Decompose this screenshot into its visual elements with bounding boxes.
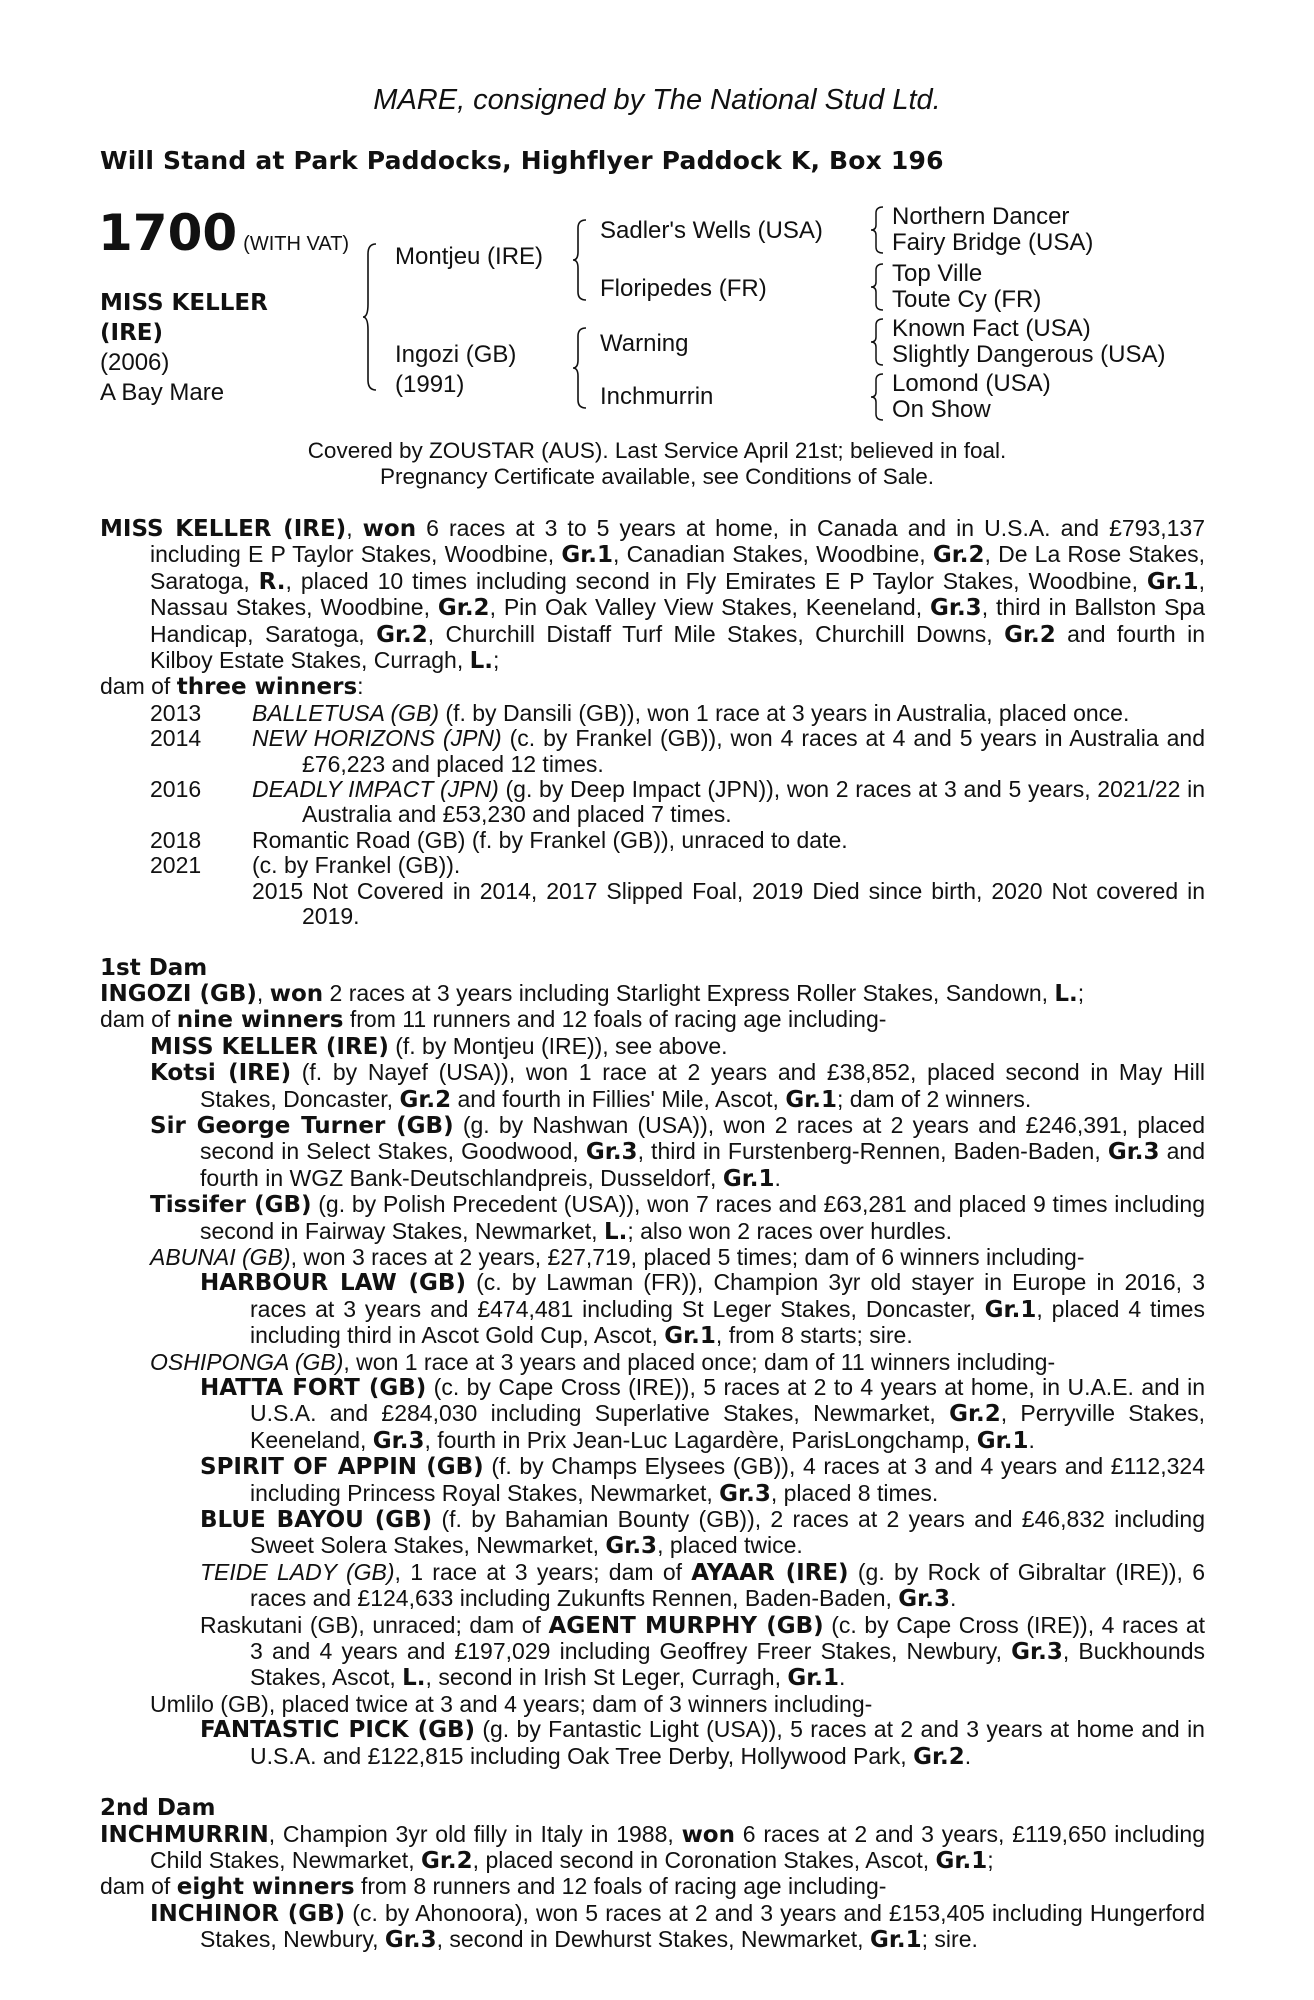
text-run: , second in Irish St Leger, Curragh, [425, 1664, 788, 1691]
text-run: OSHIPONGA (GB) [150, 1348, 344, 1375]
text-run: SPIRIT OF APPIN (GB) [200, 1454, 484, 1481]
text-run: , third in Ballston Spa Handicap, Saratoga, [150, 594, 1205, 647]
text-run: eight winners [176, 1874, 355, 1901]
text-run: HATTA FORT (GB) [200, 1375, 427, 1401]
text-run: (f. by Dansili (GB)), won 1 race at 3 years in Australia, placed once. [439, 699, 1130, 726]
text-run: . [1028, 1426, 1035, 1453]
text-run: : [357, 673, 364, 700]
text-run: Gr.1 [935, 1847, 988, 1874]
text-run: NEW HORIZONS (JPN) [252, 725, 502, 752]
text-run: , Canadian Stakes, Woodbine, [613, 541, 933, 568]
text-run: Gr.3 [605, 1533, 658, 1560]
text-run: ; [987, 1846, 994, 1873]
text-run: ; also won 2 races over hurdles. [627, 1217, 953, 1244]
text-run: . [964, 1742, 972, 1769]
pedigree-brace-ds [870, 317, 886, 367]
text-run: dam of [100, 673, 177, 700]
text-run: (f. by Bahamian Bounty (GB)), 2 races at 2 years and £46,832 including Sweet Solera Stakes, Newmarket, [250, 1506, 1206, 1559]
text-run: dam of [100, 1006, 177, 1033]
pedigree-sire-dam: Floripedes (FR) [600, 275, 767, 302]
produce-entry [100, 1113, 1205, 1192]
text-run: , Buckhounds Stakes, Ascot, [250, 1638, 1206, 1691]
foal-year: 2021 [150, 852, 202, 879]
text-run: Gr.1 [785, 1086, 838, 1113]
text-run: DEADLY IMPACT (JPN) [252, 776, 499, 803]
stabling-line: Will Stand at Park Paddocks, Highflyer Paddock K, Box 196 [100, 146, 944, 175]
produce-entry [100, 1350, 1205, 1375]
text-run: R. [258, 568, 286, 595]
text-run: 6 races at 2 and 3 years, £119,650 including Child Stakes, Newmarket, [150, 1820, 1205, 1873]
text-run: Gr.1 [664, 1323, 716, 1350]
horse-origin: (IRE) [100, 320, 164, 346]
text-run: ; [493, 647, 500, 674]
pregnancy-line: Pregnancy Certificate available, see Conditions of Sale. [379, 464, 935, 489]
foal-year: 2016 [150, 776, 202, 803]
text-run: Raskutani (GB), unraced; dam of [200, 1611, 549, 1638]
grandproduce-entry [100, 1717, 1205, 1770]
pedigree-dam-year: (1991) [395, 371, 465, 398]
grandproduce-entry [100, 1375, 1205, 1454]
text-run: (c. by Cape Cross (IRE)), 4 races at 3 and 4 years and £197,029 including Geoffrey Freer Stakes, Newbury, [250, 1611, 1205, 1665]
produce-entry [100, 1901, 1205, 1954]
grandproduce-entry [100, 1560, 1205, 1613]
text-run: , 1 race at 3 years; dam of [394, 1558, 692, 1585]
text-run: MISS KELLER (IRE) [100, 516, 347, 542]
text-run: Gr.2 [913, 1743, 965, 1770]
catalogue-body [100, 516, 1205, 1954]
grandproduce-entry [100, 1613, 1205, 1692]
text-run: , Perryville Stakes, Keeneland, [250, 1400, 1205, 1453]
second-dam-heading: 2nd Dam [100, 1795, 216, 1822]
text-run: , third in Furstenberg-Rennen, Baden-Baden, [637, 1138, 1108, 1165]
text-run: Gr.2 [420, 1847, 473, 1874]
pedigree-brace-dam [572, 326, 590, 410]
lot-number: 1700 [98, 204, 238, 262]
text-run: AGENT MURPHY (GB) [548, 1612, 824, 1639]
pedigree-sire-sire: Sadler's Wells (USA) [600, 217, 823, 244]
text-run: 6 races at 3 to 5 years at home, in Canada and in U.S.A. and £793,137 including E P Taylor Stakes, Woodbine, [150, 515, 1206, 568]
horse-summary [100, 516, 1205, 674]
produce-entry [100, 1245, 1205, 1270]
text-run: ; sire. [921, 1926, 978, 1953]
text-run: (g. by Fantastic Light (USA)), 5 races at 2 and 3 years at home and in U.S.A. and £122,815 including Oak Tree Derby, Hollywood Park, [250, 1716, 1205, 1769]
text-run: Kotsi (IRE) [150, 1060, 292, 1087]
text-run: , placed 10 times including second in Fly Emirates E P Taylor Stakes, Woodbine, [285, 567, 1147, 594]
pedigree-dds: Lomond (USA) [892, 370, 1051, 397]
grandproduce-entry [100, 1454, 1205, 1507]
text-run: HARBOUR LAW (GB) [200, 1270, 466, 1297]
text-run: BLUE BAYOU (GB) [200, 1507, 433, 1534]
pedigree-brace-ss [870, 205, 886, 255]
horse-identity [100, 288, 268, 408]
text-run: Gr.1 [787, 1665, 840, 1692]
text-run: Gr.1 [869, 1927, 922, 1954]
foal-text [252, 777, 1205, 828]
text-run: L. [469, 648, 494, 675]
foal-note [100, 879, 1205, 930]
text-run: , placed twice. [657, 1532, 803, 1559]
pedigree-sds: Top Ville [892, 260, 983, 287]
text-run: and fourth in Fillies' Mile, Ascot, [451, 1085, 786, 1112]
produce-entry [100, 1692, 1205, 1717]
pedigree-dsd: Slightly Dangerous (USA) [892, 341, 1166, 368]
text-run: won [681, 1821, 735, 1848]
text-run: Gr.3 [1107, 1139, 1160, 1166]
text-run: , Churchill Distaff Turf Mile Stakes, Churchill Downs, [427, 620, 1005, 647]
first-dam-produce-line [100, 1007, 1205, 1033]
text-run: . [839, 1664, 846, 1691]
foal-year [100, 879, 252, 930]
text-run: 2015 Not Covered in 2014, 2017 Slipped Foal, 2019 Died since birth, 2020 Not covered in 2019. [252, 877, 1205, 930]
text-run: Gr.3 [1011, 1639, 1063, 1666]
text-run: ABUNAI (GB) [150, 1243, 291, 1270]
text-run: AYAAR (IRE) [691, 1559, 849, 1586]
pedigree-ssd: Fairy Bridge (USA) [892, 229, 1094, 256]
text-run: Gr.1 [976, 1427, 1029, 1454]
text-run: Gr.2 [376, 621, 428, 648]
text-run: (g. by Nashwan (USA)), won 2 races at 2 years and £246,391, placed second in Select Stakes, Goodwood, [200, 1111, 1205, 1165]
text-run: Gr.1 [984, 1296, 1037, 1323]
text-run: Gr.3 [930, 595, 982, 622]
first-dam-heading: 1st Dam [100, 954, 208, 981]
text-run: Gr.2 [949, 1401, 1001, 1428]
foal-text [252, 853, 1205, 878]
text-run: INCHMURRIN [100, 1821, 269, 1848]
first-dam-summary [100, 981, 1205, 1007]
text-run: Gr.2 [1004, 621, 1056, 648]
pedigree-dam-dam: Inchmurrin [600, 383, 714, 410]
text-run: 2 races at 3 years including Starlight Express Roller Stakes, Sandown, [323, 979, 1055, 1006]
text-run: TEIDE LADY (GB) [200, 1558, 395, 1585]
pedigree-dam: Ingozi (GB) [395, 341, 517, 368]
text-run: Gr.2 [437, 595, 490, 622]
text-run: ; [1077, 979, 1085, 1006]
text-run: INCHINOR (GB) [150, 1900, 346, 1927]
text-run: . [774, 1164, 781, 1191]
text-run: , placed 4 times including third in Ascot Gold Cup, Ascot, [250, 1295, 1205, 1349]
text-run: MISS KELLER (IRE) [150, 1033, 389, 1060]
text-run: L. [402, 1665, 426, 1692]
lot-header [98, 204, 349, 262]
pedigree-brace-sire [572, 218, 590, 302]
text-run: BALLETUSA (GB) [252, 699, 440, 726]
text-run: , second in Dewhurst Stakes, Newmarket, [436, 1926, 870, 1953]
pedigree-brace-main [362, 242, 382, 392]
pedigree-dam-sire: Warning [600, 330, 689, 357]
text-run: (c. by Cape Cross (IRE)), 5 races at 2 to 4 years at home, in U.A.E. and in U.S.A. and £284,030 including Superlative Stakes, Newmarket, [250, 1374, 1205, 1427]
covered-line: Covered by ZOUSTAR (AUS). Last Service April 21st; believed in foal. [307, 438, 1007, 463]
text-run: won [269, 980, 324, 1007]
text-run: , won 1 race at 3 years and placed once; dam of 11 winners including- [343, 1348, 1056, 1375]
text-run: three winners [176, 674, 358, 701]
produce-entry [100, 1060, 1205, 1113]
text-run: Umlilo (GB), placed twice at 3 and 4 years; dam of 3 winners including- [150, 1690, 873, 1717]
text-run: (f. by Nayef (USA)), won 1 race at 2 years and £38,852, placed second in May Hill Stakes, Doncaster, [200, 1059, 1205, 1112]
text-run: (c. by Lawman (FR)), Champion 3yr old stayer in Europe in 2016, 3 races at 3 years and £474,481 including St Leger Stakes, Doncaster, [250, 1269, 1205, 1322]
foal-text [252, 879, 1205, 930]
foal-row [100, 777, 1205, 828]
text-run: Gr.3 [384, 1927, 437, 1954]
text-run: and fourth in WGZ Bank-Deutschlandpreis, Dusseldorf, [200, 1138, 1205, 1191]
text-run: Gr.2 [399, 1086, 452, 1113]
text-run: , [346, 515, 363, 541]
pedigree-sire: Montjeu (IRE) [395, 243, 544, 270]
text-run: , Pin Oak Valley View Stakes, Keeneland, [489, 594, 930, 621]
text-run: L. [1054, 980, 1078, 1007]
foal-row [100, 726, 1205, 777]
foal-year: 2013 [150, 699, 202, 726]
text-run: (g. by Polish Precedent (USA)), won 7 races and £63,281 and placed 9 times including second in Fairway Stakes, Newmarket, [200, 1191, 1205, 1244]
text-run: , won 3 races at 2 years, £27,719, placed 5 times; dam of 6 winners including- [290, 1243, 1085, 1270]
text-run: , Nassau Stakes, Woodbine, [150, 567, 1205, 621]
vat-note: (WITH VAT) [243, 233, 350, 255]
text-run: Gr.1 [722, 1165, 775, 1192]
text-run: (c. by Frankel (GB)), won 4 races at 4 and 5 years in Australia and £76,223 and placed 12 times. [302, 725, 1205, 777]
pedigree-brace-dd [870, 372, 886, 422]
foal-row [100, 828, 1205, 853]
foal-text [252, 726, 1205, 777]
horse-year: (2006) [100, 349, 170, 376]
text-run: , fourth in Prix Jean-Luc Lagardère, ParisLongchamp, [424, 1426, 977, 1453]
text-run: , placed 8 times. [770, 1479, 939, 1506]
horse-description: A Bay Mare [100, 379, 225, 406]
text-run: Gr.3 [372, 1427, 425, 1454]
consignor-line: MARE, consigned by The National Stud Ltd. [373, 84, 941, 116]
text-run: Sir George Turner (GB) [150, 1112, 454, 1139]
covering-details [0, 438, 1314, 490]
second-dam-summary [100, 1822, 1205, 1875]
text-run: won [362, 516, 417, 542]
foal-text [252, 828, 1205, 853]
produce-entry [100, 1034, 1205, 1060]
pedigree-ddd: On Show [892, 396, 991, 423]
grandproduce-entry [100, 1507, 1205, 1560]
text-run: (f. by Champs Elysees (GB)), 4 races at 3 and 4 years and £112,324 including Princess Royal Stakes, Newmarket, [250, 1453, 1205, 1506]
text-run: (f. by Montjeu (IRE)), see above. [388, 1032, 728, 1059]
foal-year: 2018 [150, 826, 202, 853]
foal-year: 2014 [150, 725, 202, 752]
text-run: , from 8 starts; sire. [715, 1322, 913, 1349]
text-run: (g. by Deep Impact (JPN)), won 2 races at 3 and 5 years, 2021/22 in Australia and £53,230 and placed 7 times. [302, 776, 1205, 828]
horse-name: MISS KELLER [100, 290, 268, 316]
text-run: , placed second in Coronation Stakes, Ascot, [472, 1846, 936, 1873]
text-run: dam of [100, 1873, 177, 1900]
text-run: (g. by Rock of Gibraltar (IRE)), 6 races and £124,633 including Zukunfts Rennen, Baden-Baden, [250, 1558, 1206, 1612]
text-run: (c. by Ahonoora), won 5 races at 2 and 3 years and £153,405 including Hungerford Stakes, Newbury, [200, 1899, 1205, 1953]
text-run: nine winners [176, 1007, 344, 1034]
text-run: Romantic Road (GB) (f. by Frankel (GB)), unraced to date. [252, 826, 848, 853]
foal-row [100, 701, 1205, 726]
foal-text [252, 701, 1205, 726]
text-run: and fourth in Kilboy Estate Stakes, Curragh, [150, 620, 1205, 674]
grandproduce-entry [100, 1270, 1205, 1349]
produce-entry [100, 1192, 1205, 1245]
text-run: Gr.2 [932, 542, 985, 569]
pedigree-sss: Northern Dancer [892, 203, 1070, 230]
text-run: Gr.1 [1146, 568, 1199, 595]
text-run: Gr.3 [719, 1480, 771, 1507]
text-run: Gr.3 [898, 1586, 950, 1613]
text-run: , [256, 979, 270, 1006]
text-run: , De La Rose Stakes, Saratoga, [150, 541, 1205, 594]
text-run: from 8 runners and 12 foals of racing age including- [354, 1873, 887, 1900]
text-run: L. [603, 1218, 628, 1245]
text-run: Tissifer (GB) [150, 1192, 312, 1219]
text-run: Gr.1 [561, 542, 613, 569]
text-run: INGOZI (GB) [100, 980, 257, 1007]
text-run: Gr.3 [585, 1139, 638, 1166]
pedigree-dss: Known Fact (USA) [892, 315, 1091, 342]
second-dam-produce-line [100, 1874, 1205, 1900]
foal-row [100, 853, 1205, 878]
text-run: , Champion 3yr old filly in Italy in 1988, [268, 1820, 682, 1847]
text-run: . [949, 1585, 957, 1612]
pedigree-sdd: Toute Cy (FR) [892, 286, 1042, 313]
dam-of-line [100, 674, 1205, 700]
text-run: ; dam of 2 winners. [837, 1085, 1032, 1112]
pedigree-brace-sd [870, 262, 886, 312]
text-run: from 11 runners and 12 foals of racing age including- [343, 1006, 887, 1033]
text-run: FANTASTIC PICK (GB) [200, 1717, 475, 1744]
text-run: (c. by Frankel (GB)). [252, 852, 461, 879]
